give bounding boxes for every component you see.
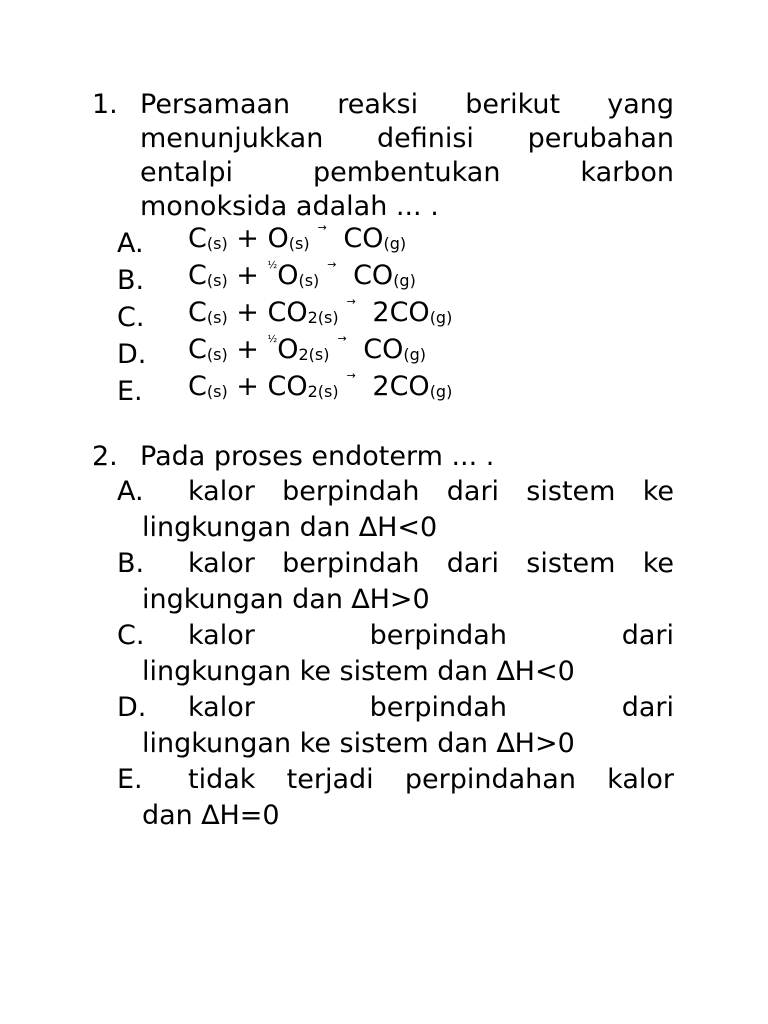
option-text: kalor berpindah dari xyxy=(188,620,674,651)
option-text: kalor berpindah dari sistem ke xyxy=(188,548,674,579)
option-text: kalor berpindah dari xyxy=(188,692,674,723)
question-2-stem xyxy=(92,440,674,474)
option-letter: C. xyxy=(117,620,145,651)
reaction-equation: C(s) + O(s)→ CO(g) xyxy=(188,221,407,254)
option-letter: D. xyxy=(117,692,147,723)
question-text: Persamaan reaksi berikut yang menunjukkan definisi perubahan entalpi pembentukan karbon monoksida adalah ... . xyxy=(140,89,674,222)
option-letter: A. xyxy=(117,476,144,507)
option-letter: A. xyxy=(117,228,144,259)
option-c xyxy=(117,618,674,690)
option-e xyxy=(117,369,674,409)
option-a xyxy=(117,474,674,546)
question-number: 2. xyxy=(92,441,118,472)
arrow-icon: → xyxy=(346,295,356,308)
option-text: tidak terjadi perpindahan kalor xyxy=(188,764,674,795)
option-letter: B. xyxy=(117,265,145,296)
option-letter: E. xyxy=(117,376,143,407)
option-letter: C. xyxy=(117,302,145,333)
option-b xyxy=(117,546,674,618)
option-letter: D. xyxy=(117,339,147,370)
arrow-icon: → xyxy=(327,258,337,271)
option-letter: B. xyxy=(117,548,145,579)
arrow-icon: → xyxy=(337,332,347,345)
question-number: 1. xyxy=(92,89,118,120)
question-2 xyxy=(92,440,674,834)
reaction-equation: C(s) + $^{\frac{1}{2}}$O2(s)→ CO(g) xyxy=(188,332,426,365)
reaction-equation: C(s) + $^{\frac{1}{2}}$O(s)→ CO(g) xyxy=(188,258,416,291)
arrow-icon: → xyxy=(317,221,327,234)
option-text-continued: lingkungan ke sistem dan ∆H<0 xyxy=(142,656,575,687)
arrow-icon: → xyxy=(346,369,356,382)
option-text-continued: ingkungan dan ∆H>0 xyxy=(142,584,430,615)
reaction-equation: C(s) + CO2(s)→ 2CO(g) xyxy=(188,295,453,328)
option-letter: E. xyxy=(117,764,143,795)
reaction-equation: C(s) + CO2(s)→ 2CO(g) xyxy=(188,369,453,402)
question-1-stem xyxy=(92,88,674,224)
question-1 xyxy=(92,88,674,409)
question-text: Pada proses endoterm ... . xyxy=(140,441,495,472)
option-text-continued: lingkungan dan ∆H<0 xyxy=(142,512,438,543)
option-e xyxy=(117,762,674,834)
option-text-continued: dan ∆H=0 xyxy=(142,800,280,831)
option-d xyxy=(117,690,674,762)
option-text: kalor berpindah dari sistem ke xyxy=(188,476,674,507)
option-text-continued: lingkungan ke sistem dan ∆H>0 xyxy=(142,728,575,759)
